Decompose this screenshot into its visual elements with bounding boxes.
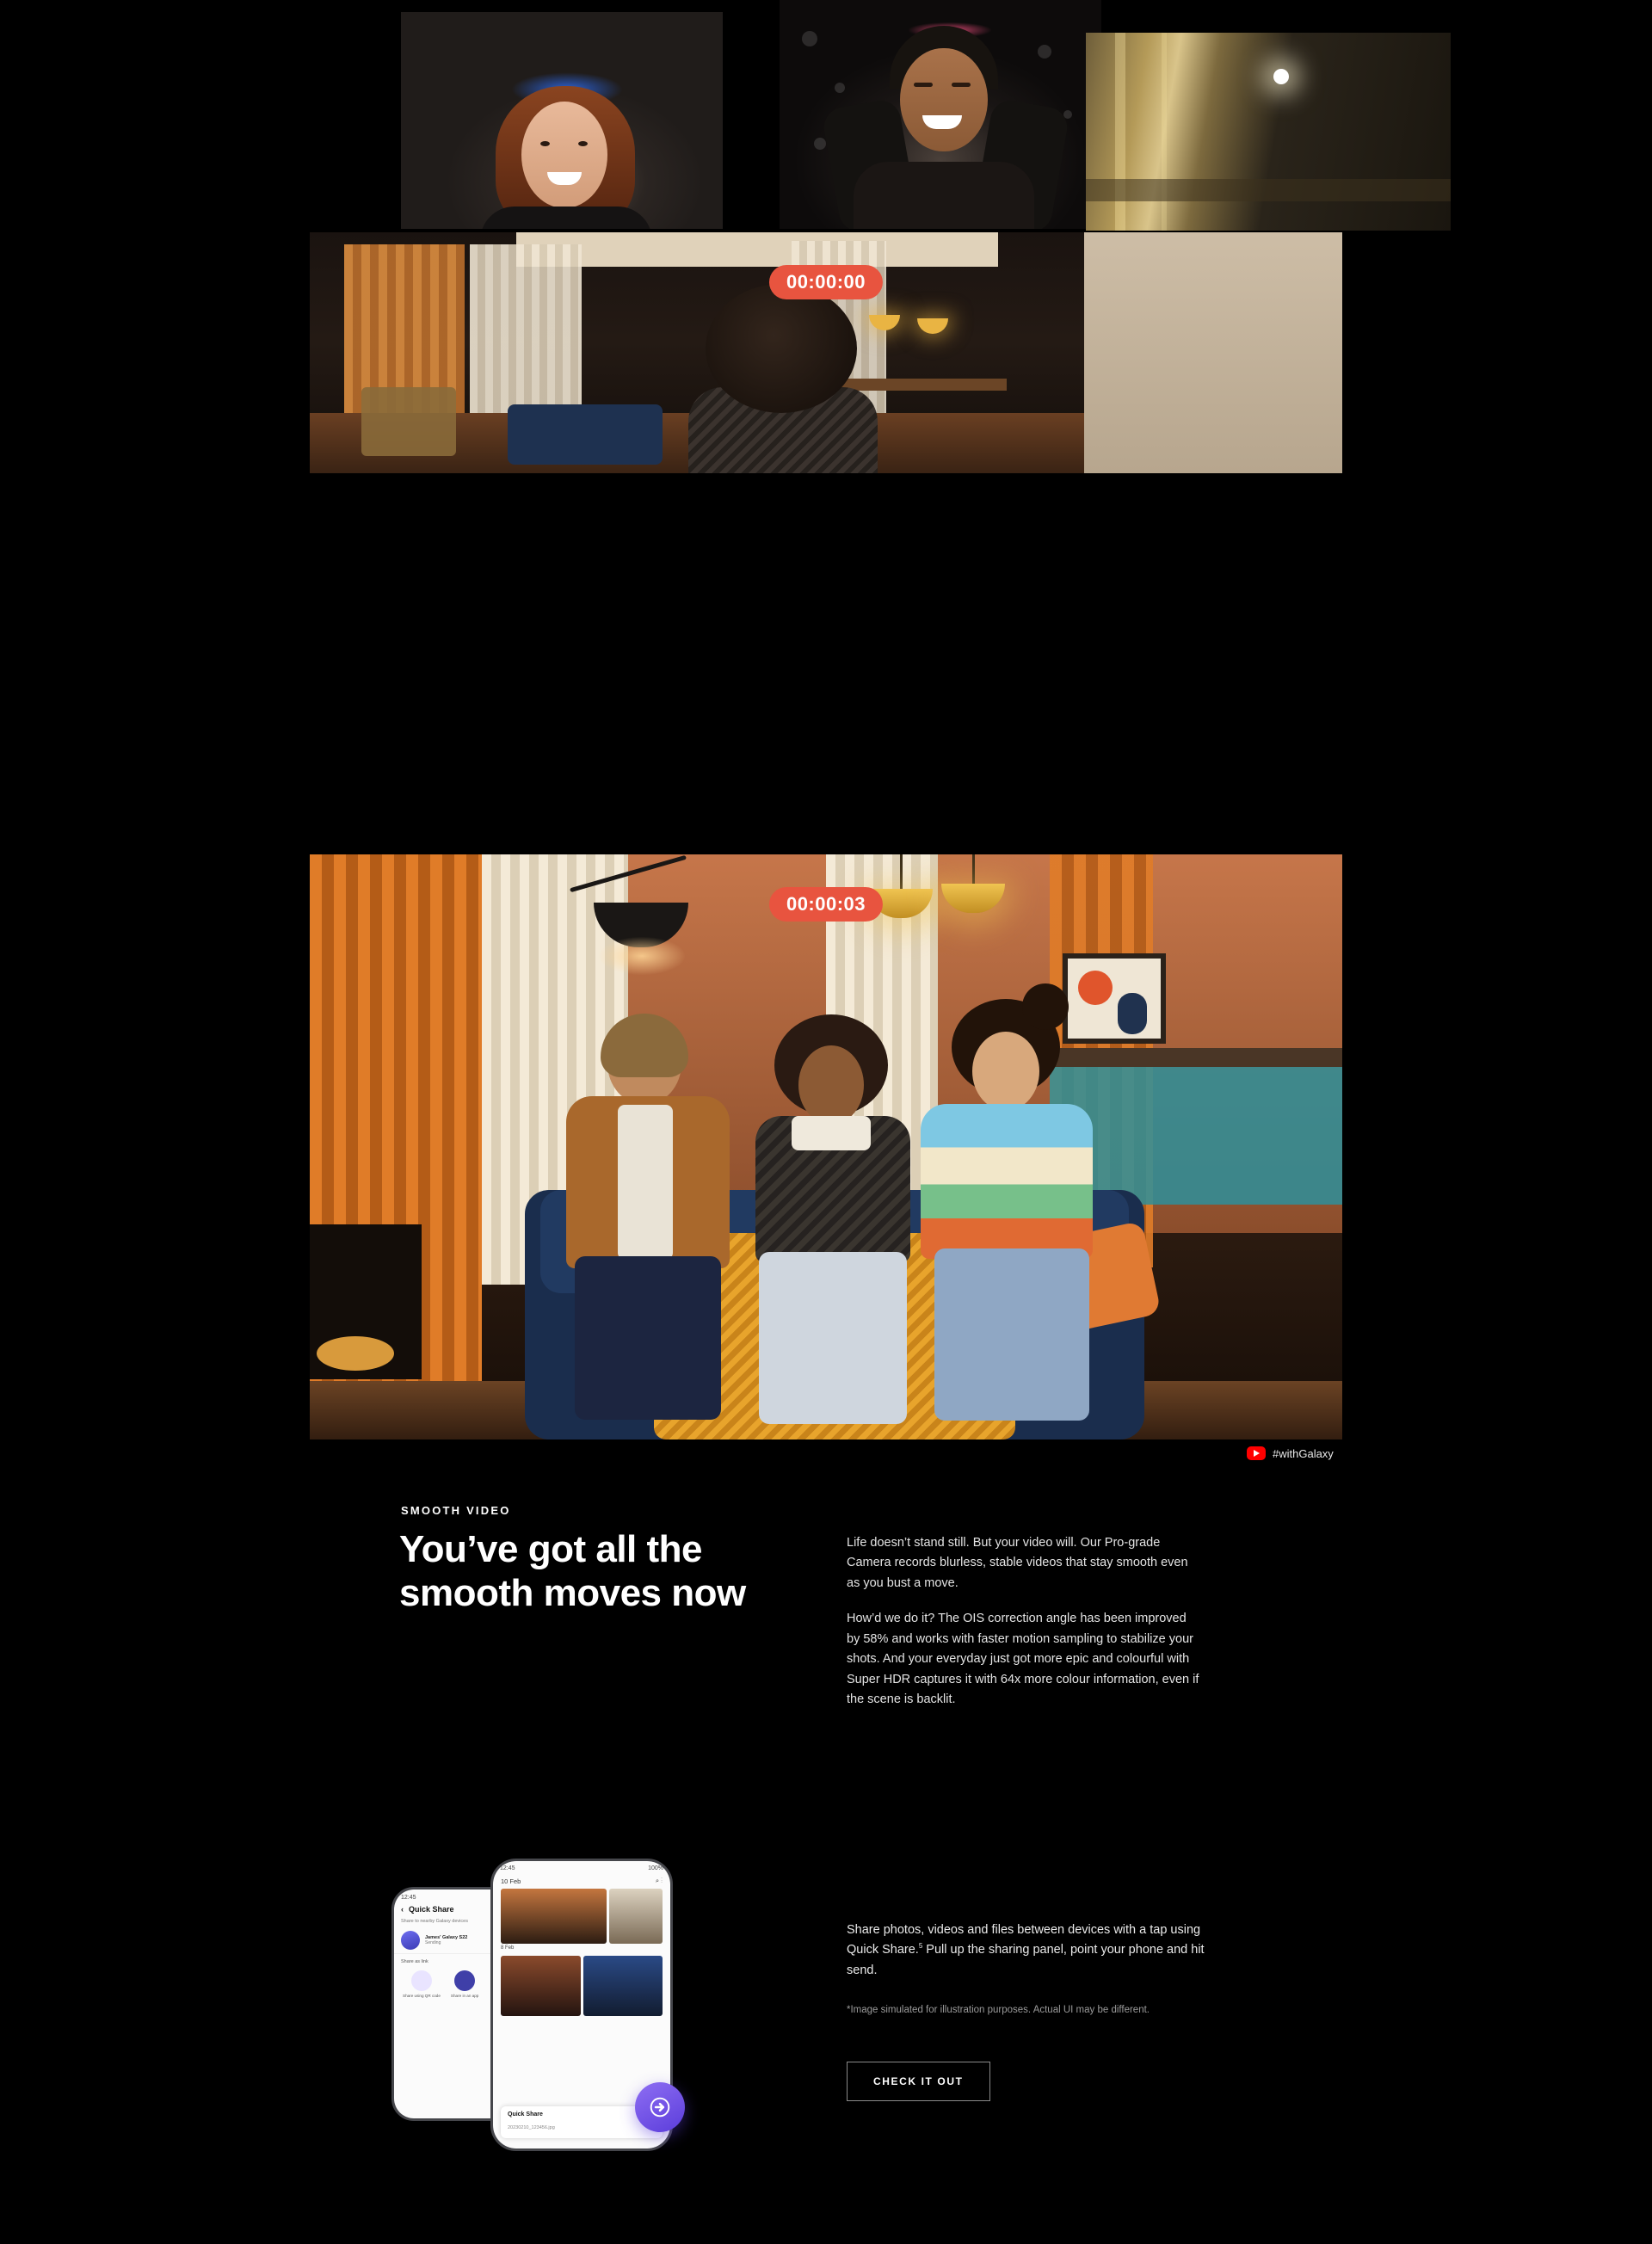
side-table bbox=[317, 1336, 394, 1371]
share-copy-block bbox=[847, 1920, 1208, 2019]
trousers bbox=[575, 1256, 721, 1420]
footnote-marker: 5 bbox=[918, 1942, 923, 1951]
share-disclaimer: *Image simulated for illustration purposes. Actual UI may be different. bbox=[847, 2005, 1150, 2016]
recording-timer-bottom: 00:00:03 bbox=[769, 887, 883, 922]
face-shape bbox=[521, 102, 607, 208]
light-source bbox=[1273, 69, 1289, 84]
jeans bbox=[934, 1248, 1089, 1421]
watermark-label: #withGalaxy bbox=[1273, 1446, 1334, 1460]
art-shape bbox=[1118, 993, 1147, 1034]
shoulders-shape bbox=[480, 207, 652, 229]
body-paragraph-2: How’d we do it? The OIS correction angle has been improved by 58% and works with faster motion sampling to stabilize your shots. And your everyday just got more epic and colourful with Super HDR captures it with 64x more colour information, even if the scene is backlit. bbox=[847, 1612, 1199, 1707]
bokeh-light bbox=[814, 138, 826, 150]
eyebrow-right bbox=[952, 83, 971, 87]
wall-band bbox=[1086, 179, 1451, 201]
share-lead bbox=[847, 1920, 1208, 1981]
share-lead-after: Pull up the sharing panel, point your phone and hit send. bbox=[847, 1943, 1205, 1977]
pendant-cord bbox=[900, 854, 903, 891]
body-paragraph-1: Life doesn’t stand still. But your video will. Our Pro-grade Camera records blurless, stable videos that stay smooth even as you bust a move. bbox=[847, 1536, 1188, 1590]
eye-left bbox=[540, 141, 550, 146]
bokeh-light bbox=[802, 31, 817, 46]
device-status: Sending bbox=[425, 1940, 441, 1945]
status-time: 12:45 bbox=[401, 1894, 416, 1901]
watermark-withgalaxy bbox=[1247, 1446, 1334, 1460]
gallery-header bbox=[493, 1873, 670, 1889]
gallery-row-2 bbox=[493, 1952, 670, 2016]
share-as-link-label: Share as link bbox=[394, 1953, 521, 1967]
pendant-cord bbox=[972, 854, 975, 885]
share-qr-label: Share using QR code bbox=[403, 1994, 441, 1998]
chevron-left-icon[interactable]: ‹ bbox=[401, 1905, 404, 1914]
status-bar bbox=[493, 1861, 670, 1873]
person-left bbox=[559, 1022, 749, 1427]
qr-code-icon bbox=[411, 1970, 432, 1991]
section-headline: You’ve got all the smooth moves now bbox=[399, 1528, 746, 1615]
person-right bbox=[912, 1018, 1110, 1431]
device-name: James' Galaxy S22 bbox=[425, 1935, 468, 1940]
sofa bbox=[508, 404, 663, 465]
check-it-out-button[interactable]: CHECK IT OUT bbox=[847, 2062, 990, 2101]
wall bbox=[1084, 232, 1342, 473]
lamp-glow bbox=[599, 937, 685, 975]
search-icon[interactable]: ⌕ bbox=[655, 1877, 660, 1884]
clip-portrait-man bbox=[780, 0, 1101, 229]
share-in-app-label: Share in an app bbox=[450, 1994, 479, 1998]
nearby-devices-subtitle: Share to nearby Galaxy devices bbox=[401, 1919, 468, 1924]
status-time: 12:45 bbox=[500, 1865, 515, 1871]
face-shape bbox=[972, 1032, 1039, 1111]
more-options-icon[interactable]: ⋮ bbox=[661, 1877, 663, 1884]
hero-video-top bbox=[310, 232, 1342, 473]
hair-bun bbox=[1022, 983, 1069, 1030]
face-shape bbox=[900, 48, 988, 151]
striped-cardigan bbox=[921, 1104, 1093, 1259]
collar bbox=[792, 1116, 871, 1150]
bokeh-light bbox=[1038, 45, 1051, 59]
gallery-thumbnail[interactable] bbox=[501, 1889, 607, 1944]
quick-share-title: Quick Share bbox=[409, 1905, 454, 1914]
jacket-shape bbox=[854, 162, 1034, 229]
share-qr-option[interactable] bbox=[403, 1970, 441, 1999]
face-shape bbox=[798, 1045, 864, 1125]
hair-shape bbox=[706, 284, 857, 413]
hair-shape bbox=[601, 1014, 688, 1077]
apps-icon bbox=[454, 1970, 475, 1991]
pendant-lamp bbox=[917, 318, 948, 334]
gallery-thumbnail[interactable] bbox=[583, 1956, 663, 2016]
person-center bbox=[740, 1026, 929, 1431]
hero-video-bottom bbox=[310, 854, 1342, 1439]
jeans-light bbox=[759, 1252, 907, 1424]
share-in-app-option[interactable] bbox=[451, 1970, 478, 1999]
section-eyebrow: SMOOTH VIDEO bbox=[401, 1504, 511, 1517]
toast-filename: 20230210_123456.jpg bbox=[508, 2125, 555, 2130]
gallery-thumbnail[interactable] bbox=[609, 1889, 663, 1944]
eyebrow-left bbox=[914, 83, 933, 87]
section-body bbox=[847, 1533, 1199, 1711]
clip-portrait-woman bbox=[401, 12, 723, 229]
ceiling bbox=[516, 232, 998, 267]
eye-right bbox=[578, 141, 588, 146]
top-clip-strip bbox=[0, 0, 1652, 232]
quick-share-phones bbox=[391, 1833, 736, 2142]
gallery-row-1 bbox=[493, 1889, 670, 1944]
gallery-thumbnail[interactable] bbox=[501, 1956, 581, 2016]
bokeh-light bbox=[835, 83, 845, 93]
recording-timer-top: 00:00:00 bbox=[769, 265, 883, 299]
youtube-icon bbox=[1247, 1446, 1266, 1460]
clip-low-light-window bbox=[1086, 33, 1451, 231]
status-battery: 100% bbox=[648, 1865, 663, 1871]
armchair bbox=[361, 387, 456, 456]
shirt bbox=[618, 1105, 673, 1260]
gallery-date-divider: 8 Feb bbox=[501, 1945, 515, 1951]
toast-title: Quick Share bbox=[508, 2111, 543, 2118]
gallery-date-title: 10 Feb bbox=[501, 1877, 521, 1885]
person-back-view bbox=[680, 284, 886, 473]
send-arrow-icon[interactable] bbox=[635, 2082, 685, 2132]
art-shape bbox=[1078, 971, 1113, 1005]
avatar bbox=[401, 1931, 420, 1950]
share-lead-before: Share photos, videos and files between devices with a tap using Quick Share. bbox=[847, 1923, 1201, 1957]
